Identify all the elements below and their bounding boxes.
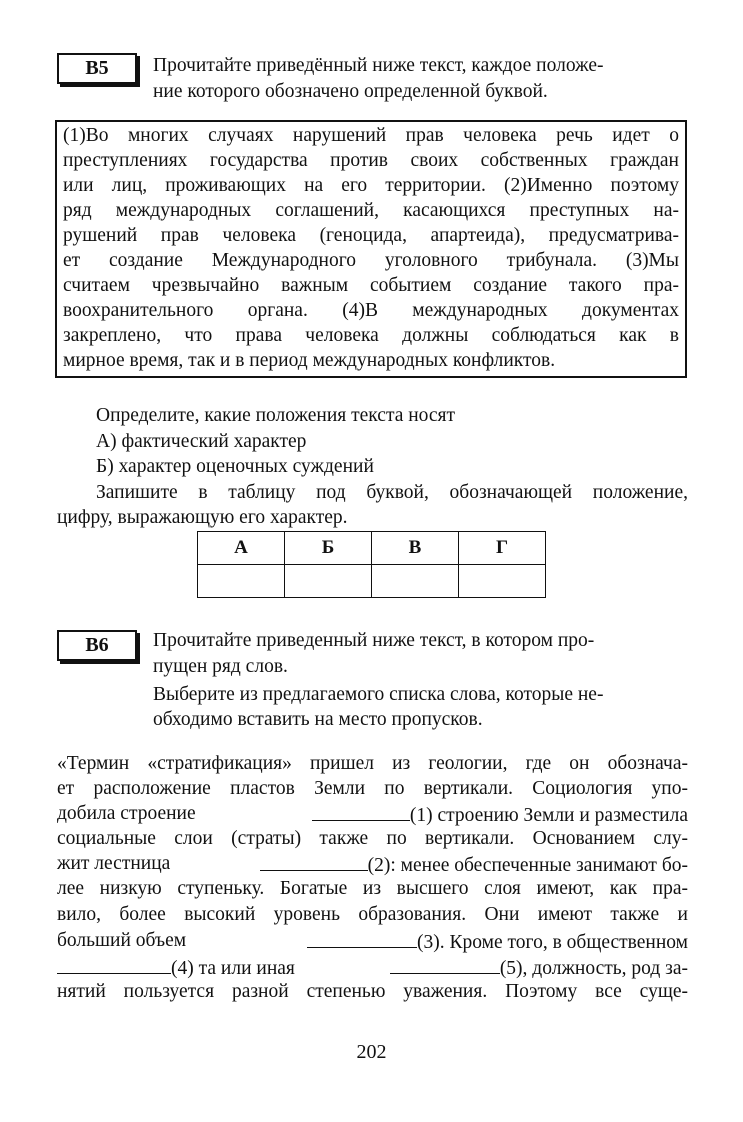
b5-passage-line: рушений прав человека (геноцида, апартеида), предусматрива- (63, 225, 679, 246)
b5-passage-line: (1)Во многих случаях нарушений прав человека речь идет о (63, 125, 679, 146)
b6-blank-wrap (260, 852, 688, 879)
b6-text-line: вило, более высокий уровень образования. Они имеют также и (57, 904, 688, 925)
page-number: 202 (356, 1041, 387, 1063)
b6-text-line: нятий пользуется разной степенью уважения. Поэтому все суще- (57, 981, 688, 1002)
table-header-g: Г (459, 532, 546, 565)
blank-3[interactable] (307, 929, 417, 948)
b5-instruction-line-2: ние которого обозначено определенной буквой. (153, 81, 548, 102)
b6-text-fragment: (4) та или иная (171, 958, 295, 979)
b5-passage-line: или лиц, проживающих на его территории. (2)Именно поэтому (63, 175, 679, 196)
b6-text-line: социальные слои (страты) также по вертикали. Основанием слу- (57, 828, 688, 849)
b6-text-line (57, 955, 688, 982)
b6-text-fragment: больший объем (57, 930, 187, 951)
b5-task-option-a: А) фактический характер (96, 431, 307, 452)
b6-blank-wrap (312, 802, 688, 829)
b6-text-line (57, 852, 688, 879)
b6-instruction-line-3: Выберите из предлагаемого списка слова, которые не- (153, 684, 604, 705)
b6-text-line: ет расположение пластов Земли по вертикали. Социология упо- (57, 778, 688, 799)
b6-text-line: лее низкую ступеньку. Богатые из высшего слоя имеют, как пра- (57, 878, 688, 899)
b6-instruction-line-2: пущен ряд слов. (153, 656, 288, 677)
task-label-b6: B6 (57, 630, 137, 661)
answer-cell-v[interactable] (372, 565, 459, 598)
b6-instruction-line-1: Прочитайте приведенный ниже текст, в котором про- (153, 630, 595, 651)
blank-1[interactable] (312, 802, 410, 821)
table-header-a: А (198, 532, 285, 565)
blank-4[interactable] (57, 955, 171, 974)
b6-text-line (57, 802, 688, 829)
b5-passage-line: ет создание Международного уголовного трибунала. (3)Мы (63, 250, 679, 271)
b5-passage-line: закреплено, что права человека должны соблюдаться как в (63, 325, 679, 346)
b6-blank-wrap (390, 955, 688, 982)
b5-passage-line: мирное время, так и в период международных конфликтов. (63, 350, 556, 371)
b6-text-fragment: (2): менее обеспеченные занимают бо- (367, 855, 688, 876)
b6-blank-wrap (57, 955, 295, 982)
table-header-row (198, 532, 546, 565)
b6-text-line (57, 929, 688, 956)
b5-task-line-4: Запишите в таблицу под буквой, обозначающей положение, (96, 482, 688, 503)
b6-text-fragment: (5), должность, род за- (499, 958, 688, 979)
b6-text-fragment: жит лестница (57, 853, 171, 874)
b5-task-line-5: цифру, выражающую его характер. (57, 507, 348, 528)
task-label-b5: B5 (57, 53, 137, 84)
answer-cell-b[interactable] (285, 565, 372, 598)
b5-passage-line: преступлениях государства против своих собственных граждан (63, 150, 679, 171)
b5-passage-line: ряд международных соглашений, касающихся преступных на- (63, 200, 679, 221)
b5-passage-line: воохранительного органа. (4)В международных документах (63, 300, 679, 321)
blank-5[interactable] (390, 955, 500, 974)
answer-cell-a[interactable] (198, 565, 285, 598)
b6-text-fragment: добила строение (57, 803, 196, 824)
b6-text-fragment: (1) строению Земли и разместила (409, 805, 688, 826)
table-header-v: В (372, 532, 459, 565)
b6-text-line: «Термин «стратификация» пришел из геологии, где он обознача- (57, 753, 688, 774)
b5-passage-line: считаем чрезвычайно важным событием создание такого пра- (63, 275, 679, 296)
answer-cell-g[interactable] (459, 565, 546, 598)
b5-instruction-line-1: Прочитайте приведённый ниже текст, каждое положе- (153, 55, 604, 76)
blank-2[interactable] (260, 852, 368, 871)
b6-instruction-line-4: обходимо вставить на место пропусков. (153, 709, 483, 730)
b5-task-line-1: Определите, какие положения текста носят (96, 405, 456, 426)
b5-task-option-b: Б) характер оценочных суждений (96, 456, 374, 477)
table-header-b: Б (285, 532, 372, 565)
b5-answer-table (197, 531, 546, 598)
table-answer-row (198, 565, 546, 598)
b6-blank-wrap (307, 929, 688, 956)
b6-text-fragment: (3). Кроме того, в общественном (417, 932, 688, 953)
